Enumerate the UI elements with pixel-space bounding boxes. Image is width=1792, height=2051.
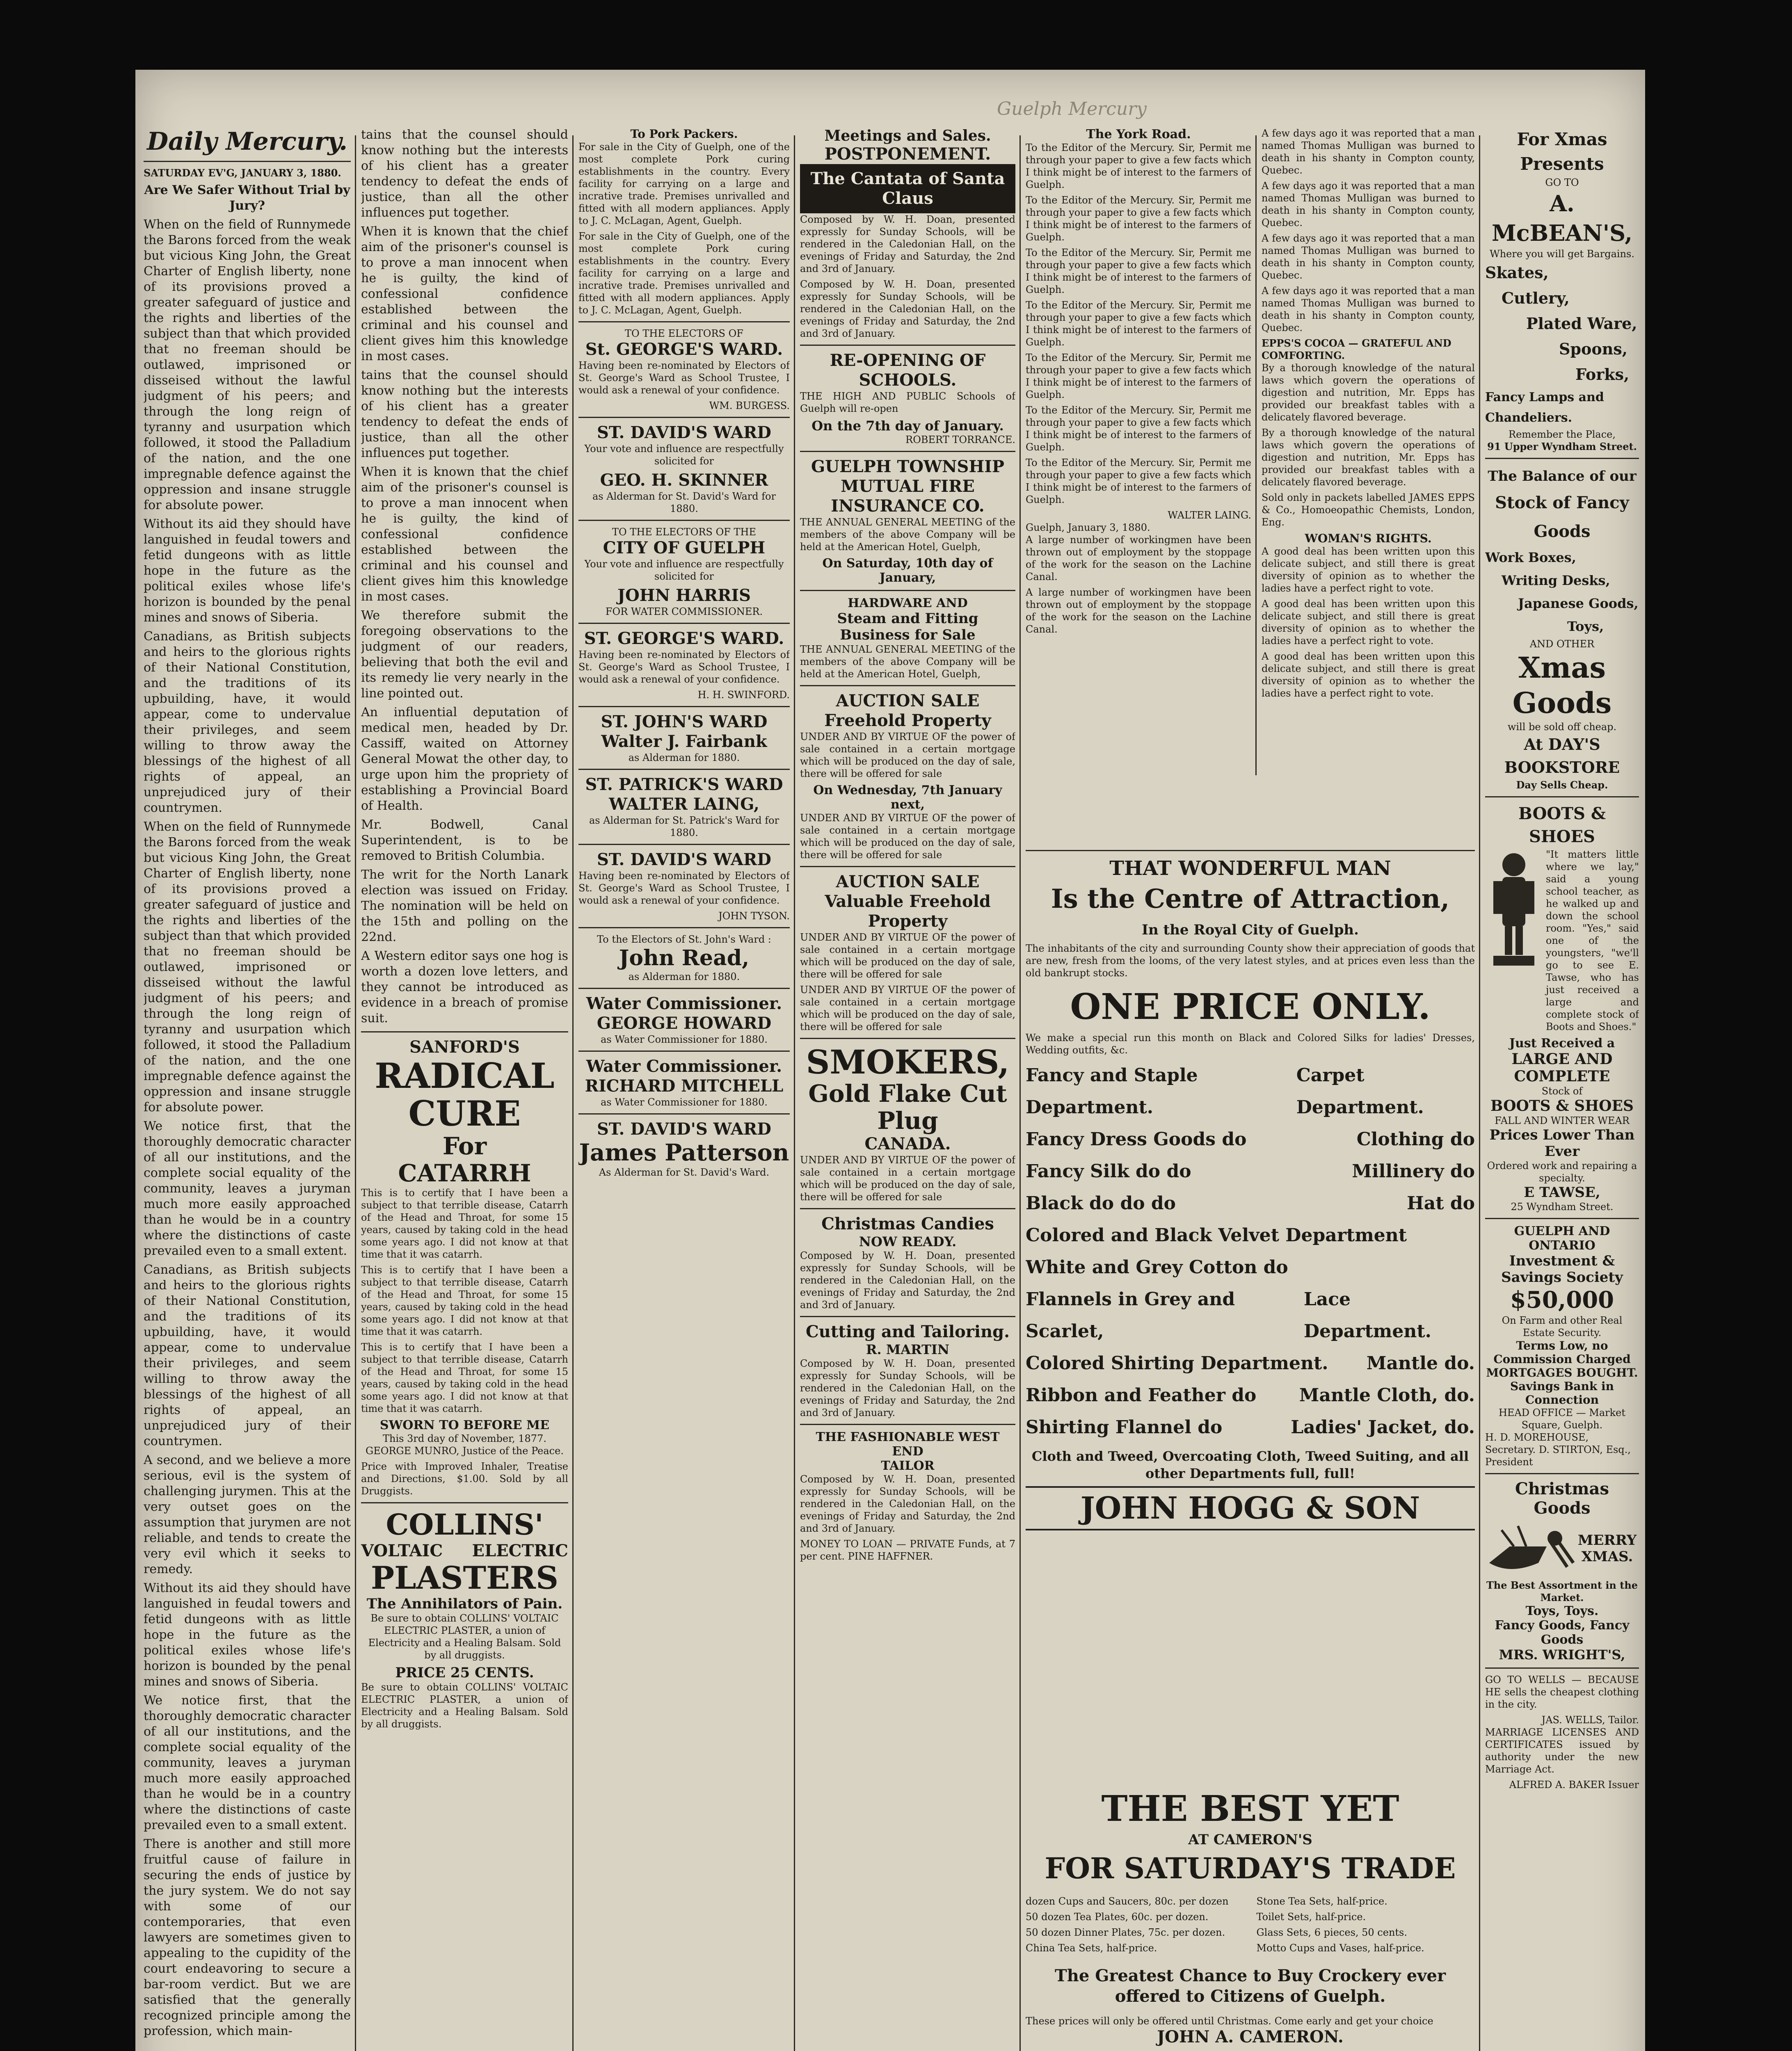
paragraph: Mr. Bodwell, Canal Superintendent, is to be removed to British Columbia. [361, 818, 568, 863]
ad-large: LARGE AND COMPLETE [1511, 1051, 1613, 1085]
candidate-name: JOHN HARRIS [617, 586, 751, 605]
ad-price: PRICE 25 CENTS. [395, 1665, 534, 1681]
letter-text: To the Editor of the Mercury. Sir, Permit me through your paper to give a few facts which I think might be of interest to the farmers of Guelph. [1026, 352, 1251, 400]
price-item: China Tea Sets, half-price. [1026, 1942, 1157, 1954]
department-item: Shirting Flannel do [1026, 1417, 1223, 1438]
ad-cameron-sign: JOHN A. CAMERON. [1157, 2027, 1344, 2046]
ad-wells-sign: JAS. WELLS, Tailor. [1541, 1714, 1639, 1726]
price-list-right [1257, 1895, 1475, 1957]
editorial-headline: Are We Safer Without Trial by Jury? [144, 183, 350, 213]
department-item: Ribbon and Feather do [1026, 1385, 1257, 1406]
candidate-name: GEORGE HOWARD [597, 1014, 772, 1033]
ad-collins-closing: Be sure to obtain COLLINS' VOLTAIC ELECTRIC PLASTER, a union of Electricity and a Healing Balsam. Sold by all druggists. [361, 1681, 568, 1730]
ad-sanford-for: For [442, 1132, 487, 1160]
ward-text: Having been re-nominated by Electors of St. George's Ward as School Trustee, I would ask a renewal of your confidence. [578, 870, 790, 906]
ad-item: Work Boxes, [1485, 550, 1576, 565]
paragraph: When it is known that the chief aim of the prisoner's counsel is to prove a man innocent when he is guilty, the kind of confessional confidence established between the criminal and his counsel and client gives him this knowledge in most cases. [361, 465, 568, 604]
ad-xmas-goods: Xmas Goods [1512, 651, 1612, 720]
department-item: Fancy and Staple Department. [1026, 1065, 1198, 1118]
ad-best-yet: THE BEST YET [1101, 1788, 1399, 1829]
department-row [1026, 1060, 1475, 1124]
ward-heading: Water Commissioner. [586, 994, 782, 1013]
column-rule [794, 135, 795, 2051]
letter-text: To the Editor of the Mercury. Sir, Permit me through your paper to give a few facts which I think might be of interest to the farmers of Guelph. [1026, 194, 1251, 243]
notice-text: THE HIGH AND PUBLIC Schools of Guelph will re-open [800, 391, 1015, 414]
column-rule [1255, 135, 1257, 775]
ad-item: Writing Desks, [1502, 573, 1610, 588]
notice-text: UNDER AND BY VIRTUE OF the power of sale contained in a certain mortgage which will be produced on the day of sale, there will be offered for sale [800, 812, 1015, 861]
notice-text: Composed by W. H. Doan, presented expressly for Sunday Schools, will be rendered in the Caledonian Hall, on the evenings of Friday and Saturday, the 2nd and 3rd of January. [800, 1250, 1015, 1311]
ad-merry-block [1575, 1532, 1639, 1565]
ad-marriage: MARRIAGE LICENSES AND CERTIFICATES issued by authority under the new Marriage Act. [1485, 1727, 1639, 1775]
ad-collins-text: Be sure to obtain COLLINS' VOLTAIC ELECTRIC PLASTER, a union of Electricity and a Healing Balsam. Sold by all druggists. [368, 1612, 561, 1661]
ward-heading: ST. DAVID'S WARD [597, 850, 771, 869]
ad-address: 91 Upper Wyndham Street. [1487, 441, 1637, 452]
ad-gold-flake: Gold Flake Cut Plug [808, 1080, 1007, 1135]
price-item: Glass Sets, 6 pieces, 50 cents. [1256, 1927, 1407, 1938]
ad-boots-body [1485, 848, 1639, 1036]
ad-savings: Savings Bank in Connection [1510, 1380, 1614, 1407]
department-row [1026, 1188, 1475, 1220]
ad-chance: The Greatest Chance to Buy Crockery ever offered to Citizens of Guelph. [1054, 1966, 1446, 2006]
paragraph: We notice first, that the thoroughly democratic character of all our institutions, and the complete social equality of the community, leaves a juryman much more easily approached than he would be in a country where the distinctions of caste prevailed even to a small extent. [144, 1119, 351, 1258]
candidate-name: Walter J. Fairbank [601, 732, 767, 751]
notice-text: THE ANNUAL GENERAL MEETING of the members of the above Company will be held at the American Hotel, Guelph, [800, 644, 1015, 680]
ward-heading: St. GEORGE'S WARD. [585, 340, 783, 359]
ad-special: We make a special run this month on Black and Colored Silks for ladies' Dresses, Wedding outfits, &c. [1026, 1032, 1475, 1056]
ad-tawse-addr: 25 Wyndham Street. [1511, 1201, 1614, 1213]
ad-one-price: ONE PRICE ONLY. [1070, 986, 1431, 1028]
ad-item: Fancy Lamps and Chandeliers. [1485, 390, 1604, 425]
ad-sanford-headline: RADICAL CURE [375, 1055, 555, 1134]
letter-text: To the Editor of the Mercury. Sir, Permit me through your paper to give a few facts which I think might be of interest to the farmers of Guelph. [1026, 299, 1251, 348]
news-item: A large number of workingmen have been thrown out of employment by the stoppage of the work for the season on the Lachine Canal. [1026, 534, 1251, 582]
ad-electric: ELECTRIC [472, 1541, 568, 1560]
department-item: Hat do [1407, 1193, 1475, 1214]
ad-best-assortment: The Best Assortment in the Market. [1486, 1579, 1638, 1603]
letter-title: The York Road. [1086, 127, 1191, 142]
department-item: Clothing do [1356, 1129, 1475, 1150]
ad-office: HEAD OFFICE — Market Square, Guelph. [1499, 1407, 1625, 1431]
ward-heading: Water Commissioner. [586, 1057, 782, 1076]
department-item: White and Grey Cotton do [1026, 1257, 1288, 1278]
notice-heading: HARDWARE AND [848, 596, 968, 610]
ad-john-hogg [1026, 845, 1475, 1784]
price-item: 50 dozen Tea Plates, 60c. per dozen. [1026, 1911, 1209, 1923]
ad-canada: CANADA. [864, 1134, 951, 1153]
ward-heading: ST. DAVID'S WARD [597, 423, 771, 442]
price-item: Motto Cups and Vases, half-price. [1256, 1942, 1424, 1954]
ad-sanford-title: SANFORD'S [409, 1037, 520, 1057]
notice-sign: ROBERT TORRANCE. [905, 434, 1015, 445]
ad-item: Forks, [1575, 365, 1630, 384]
paragraph: There is another and still more fruitful cause of failure in securing the ends of justice by the jury system. We do not say with some of our contemporaries, that even lawyers are sometimes given to appealing to the cupidity of the court endeavoring to secure a bar-room verdict. But we are satisfied that the generally recognized principle among the profession, which main- [144, 1837, 351, 2038]
notice-text: UNDER AND BY VIRTUE OF the power of sale contained in a certain mortgage which will be produced on the day of sale, there will be offered for sale [800, 984, 1015, 1032]
notice-text: UNDER AND BY VIRTUE OF the power of sale contained in a certain mortgage which will be produced on the day of sale, there will be offered for sale [800, 932, 1015, 980]
price-item: Toilet Sets, half-price. [1256, 1911, 1366, 1923]
candidate-office: FOR WATER COMMISSIONER. [605, 606, 763, 617]
letter-text: To the Editor of the Mercury. Sir, Permit me through your paper to give a few facts which I think might be of interest to the farmers of Guelph. [1026, 457, 1251, 505]
ad-prices: Prices Lower Than Ever [1489, 1127, 1635, 1160]
ad-sanford-text: This is to certify that I have been a subject to that terrible disease, Catarrh of the Head and Throat, for some 15 years, caused by taking cold in the head some years ago. I did not know at that time that it was catarrh. [361, 1264, 568, 1337]
ward-to: TO THE ELECTORS OF THE [612, 526, 756, 538]
column-news [361, 127, 568, 2051]
ad-marriage-sign: ALFRED A. BAKER Issuer [1509, 1779, 1639, 1791]
ad-item: Skates, [1485, 263, 1549, 282]
ad-plasters: PLASTERS [371, 1560, 558, 1596]
notice-text: Composed by W. H. Doan, presented expressly for Sunday Schools, will be rendered in the Caledonian Hall, on the evenings of Friday and Saturday, the 2nd and 3rd of January. [800, 1358, 1015, 1418]
ad-guelph-ontario: GUELPH AND ONTARIO [1514, 1224, 1610, 1253]
notice-text: UNDER AND BY VIRTUE OF the power of sale contained in a certain mortgage which will be produced on the day of sale, there will be offered for sale [800, 1154, 1015, 1203]
ad-firm-name: JOHN HOGG & SON [1026, 1486, 1475, 1530]
paragraph: Canadians, as British subjects and heirs to the glorious rights of their National Constitution, and the traditions of its upbuilding, have, it would appear, come to undervalue their privileges, and seem willing to throw away the blessings of the highest of all rights of appeal, an unprejudiced jury of their countrymen. [144, 629, 351, 815]
pork-text: For sale in the City of Guelph, one of the most complete Pork curing establishments in the country. Every facility for carrying on a large and incrative trade. Premises unrivalled and fitted with all modern appliances. Apply to J. C. McLagan, Agent, Guelph. [578, 231, 790, 316]
ad-fashion: THE FASHIONABLE WEST END [816, 1430, 1000, 1459]
department-item: Flannels in Grey and Scarlet, [1026, 1289, 1235, 1342]
column-ads [1485, 127, 1639, 2051]
notice-heading: AUCTION SALE [836, 872, 980, 891]
department-row [1026, 1380, 1475, 1411]
ad-christmas-goods: Christmas Goods [1515, 1479, 1609, 1518]
ad-item: Plated Ware, [1526, 314, 1637, 333]
price-item: Stone Tea Sets, half-price. [1256, 1896, 1387, 1907]
ward-heading: CITY OF GUELPH [603, 538, 766, 557]
dateline: SATURDAY EV'G, JANUARY 3, 1880. [144, 167, 341, 179]
department-row [1026, 1411, 1475, 1443]
news-item: A large number of workingmen have been thrown out of employment by the stoppage of the work for the season on the Lachine Canal. [1026, 587, 1251, 635]
ad-day-sub: Day Sells Cheap. [1516, 779, 1608, 791]
pork-text: For sale in the City of Guelph, one of the most complete Pork curing establishments in the country. Every facility for carrying on a large and incrative trade. Premises unrivalled and fitted with all modern appliances. Apply to J. C. McLagan, Agent, Guelph. [578, 141, 790, 226]
ad-remember: Remember the Place, [1509, 429, 1616, 440]
ad-fancy-goods: Stock of Fancy Goods [1495, 493, 1629, 541]
notice-date: On Wednesday, 7th January next, [813, 783, 1002, 812]
candidate-office: As Alderman for St. David's Ward. [599, 1167, 770, 1178]
column-rule [572, 135, 574, 2051]
department-item: Black do do do [1026, 1193, 1176, 1214]
ad-investment: Investment & Savings Society [1501, 1253, 1623, 1286]
ad-intro: The inhabitants of the city and surrounding County show their appreciation of goods that are new, fresh from the looms, of the very latest styles, and at prices even less than the old bankrupt stocks. [1026, 943, 1475, 979]
notice-date: On the 7th day of January. [811, 418, 1004, 434]
candidate-name: RICHARD MITCHELL [585, 1076, 784, 1096]
paragraph: When it is known that the chief aim of the prisoner's counsel is to prove a man innocent when he is guilty, the kind of confessional confidence established between the criminal and his counsel and client gives him this knowledge in most cases. [361, 224, 568, 363]
ad-just: Just Received a [1509, 1036, 1615, 1051]
ad-tailor: TAILOR [881, 1459, 935, 1473]
ad-mcbean: A. McBEAN'S, [1491, 190, 1633, 246]
column-rule [1019, 135, 1021, 2051]
ad-ordered: Ordered work and repairing a specialty. [1487, 1160, 1637, 1184]
department-item: Lace Department. [1303, 1289, 1431, 1342]
ad-xmas-presents: For Xmas Presents [1517, 129, 1607, 174]
ad-candies-sub: NOW READY. [859, 1234, 957, 1249]
news-item: A few days ago it was reported that a man named Thomas Mulligan was burned to death in his shanty in Compton county, Quebec. [1262, 128, 1475, 176]
ward-sign: H. H. SWINFORD. [697, 689, 790, 701]
ad-merry: MERRY [1577, 1532, 1637, 1549]
paragraph: Canadians, as British subjects and heirs to the glorious rights of their National Constitution, and the traditions of its upbuilding, have, it would appear, come to undervalue their privileges, and seem willing to throw away the blessings of the highest of all rights of appeal, an unprejudiced jury of their countrymen. [144, 1263, 351, 1448]
ad-prices-note: These prices will only be offered until Christmas. Come early and get your choice [1026, 2015, 1433, 2027]
notice-heading: Valuable Freehold Property [825, 892, 991, 931]
candidate-office: as Alderman for St. Patrick's Ward for 1880. [589, 815, 779, 838]
ad-sanford-disease: CATARRH [398, 1159, 531, 1187]
candidate-office: as Alderman for 1880. [628, 752, 740, 763]
ad-terms: Terms Low, no Commission Charged [1493, 1339, 1631, 1366]
candidate-name: WALTER LAING, [609, 795, 759, 814]
ward-text: Having been re-nominated by Electors of St. George's Ward as School Trustee, I would ask a renewal of your confidence. [578, 649, 790, 685]
column-misc [1262, 127, 1475, 833]
ad-item: Japanese Goods, [1518, 596, 1639, 611]
ad-xmas: XMAS. [1581, 1549, 1633, 1565]
ad-cutting: Cutting and Tailoring. [805, 1322, 1010, 1341]
ad-toys: Toys, Toys. [1525, 1604, 1599, 1618]
ward-sign: WM. BURGESS. [709, 400, 790, 411]
paragraph: tains that the counsel should know nothing but the interests of his client has a greater tendency to defeat the ends of justice, than all the other influences put together. [361, 368, 568, 460]
department-row [1026, 1252, 1475, 1284]
letter-text: To the Editor of the Mercury. Sir, Permit me through your paper to give a few facts which I think might be of interest to the farmers of Guelph. [1026, 247, 1251, 295]
ward-text: Having been re-nominated by Electors of St. George's Ward as School Trustee, I would ask a renewal of your confidence. [578, 360, 790, 396]
column-rule [355, 135, 356, 2051]
paragraph: A second, and we believe a more serious, evil is the system of challenging jurymen. This at the very outset goes on the assumption that jurymen are not reliable, and tends to create the very evil which it seeks to remedy. [144, 1453, 351, 1576]
ward-text: Your vote and influence are respectfully solicited for [584, 443, 784, 467]
ad-smokers: SMOKERS, [806, 1043, 1010, 1081]
paragraph: A Western editor says one hog is worth a dozen love letters, and they cannot be introduced as evidence in a breach of promise suit. [361, 949, 568, 1026]
department-item: Fancy Dress Goods do [1026, 1129, 1247, 1150]
letter-text: To the Editor of the Mercury. Sir, Permit me through your paper to give a few facts which I think might be of interest to the farmers of Guelph. [1026, 404, 1251, 453]
letter-date: Guelph, January 3, 1880. [1026, 522, 1150, 533]
department-list [1026, 1060, 1475, 1443]
paragraph: When on the field of Runnymede the Barons forced from the weak but vicious King John, the Great Charter of English liberty, none of its provisions proved a greater safeguard of justice and the rights and liberties of the subject than that which provided that no freeman should be outlawed, imprisoned or disseised without the lawful judgment of his peers; and through the long reign of tyranny and usurpation which followed, it stood the Palladium of the nation, and the one impregnable defence against the oppression and insane struggle for absolute power. [144, 217, 351, 512]
ad-fancy: Fancy Goods, Fancy Goods [1495, 1618, 1630, 1647]
ad-candies: Christmas Candies [821, 1214, 994, 1233]
notice-date: On Saturday, 10th day of January, [822, 556, 993, 585]
ad-martin: R. MARTIN [866, 1342, 950, 1357]
department-item: Carpet Department. [1296, 1065, 1424, 1118]
ward-text: Your vote and influence are respectfully solicited for [584, 558, 784, 582]
ward-to: To the Electors of St. John's Ward : [597, 934, 771, 945]
ad-annihilators: The Annihilators of Pain. [366, 1596, 563, 1612]
letter-sign: WALTER LAING. [1168, 509, 1251, 521]
ad-stock-of: Stock of [1541, 1085, 1583, 1097]
ad-cameron [1026, 1788, 1475, 2051]
paragraph: tains that the counsel should know nothing but the interests of his client has a greater tendency to defeat the ends of justice, than all the other influences put together. [361, 128, 568, 220]
department-item: Mantle do. [1366, 1353, 1475, 1374]
ad-fall: FALL AND WINTER WEAR [1495, 1115, 1630, 1126]
ad-at-cameron: AT CAMERON'S [1188, 1832, 1312, 1848]
department-item: Colored and Black Velvet Department [1026, 1225, 1407, 1246]
ward-heading: ST. JOHN'S WARD [601, 712, 768, 731]
notice-heading: POSTPONEMENT. [824, 144, 991, 164]
ad-officers: H. D. MOREHOUSE, Secretary. D. STIRTON, Esq., President [1485, 1432, 1631, 1468]
news-item: A few days ago it was reported that a man named Thomas Mulligan was burned to death in his shanty in Compton county, Quebec. [1262, 180, 1475, 228]
notice-heading: RE-OPENING OF SCHOOLS. [830, 351, 986, 390]
notice-heading: MUTUAL FIRE INSURANCE CO. [831, 477, 985, 516]
ad-price-line: Price with Improved Inhaler, Treatise and Directions, $1.00. Sold by all Druggists. [361, 1461, 568, 1497]
ward-sign: JOHN TYSON. [718, 910, 790, 922]
shoe-illustration-icon [1485, 848, 1543, 971]
ad-farm: On Farm and other Real Estate Security. [1502, 1315, 1623, 1338]
candidate-office: as Water Commissioner for 1880. [601, 1096, 768, 1108]
cocoa-text: By a thorough knowledge of the natural laws which govern the operations of digestion and nutrition, Mr. Epps has provided our breakfast tables with a delicately flavored beverage. [1262, 362, 1475, 423]
notice-heading: Steam and Fitting Business for Sale [837, 610, 978, 643]
column-letters [1026, 127, 1251, 833]
ad-day-bookstore: At DAY'S BOOKSTORE [1504, 735, 1620, 777]
rights-text: A good deal has been written upon this delicate subject, and still there is great diversity of opinion as to whether the ladies have a perfect right to vote. [1262, 598, 1475, 646]
ad-and-other: AND OTHER [1529, 638, 1595, 650]
notice-text: Composed by W. H. Doan, presented expressly for Sunday Schools, will be rendered in the Caledonian Hall, on the evenings of Friday and Saturday, the 2nd and 3rd of January. [800, 279, 1015, 339]
ad-sworn: SWORN TO BEFORE ME [379, 1418, 550, 1432]
ad-bargains: Where you will get Bargains. [1490, 248, 1634, 260]
department-item: Mantle Cloth, do. [1299, 1385, 1475, 1406]
notice-heading: The Cantata of Santa Claus [800, 164, 1015, 213]
ad-boots: BOOTS & SHOES [1518, 804, 1606, 846]
department-row [1026, 1124, 1475, 1156]
ad-balance: The Balance of our [1488, 468, 1637, 484]
department-item: Millinery do [1352, 1161, 1475, 1182]
column-rule [1479, 135, 1480, 2051]
ad-money: MONEY TO LOAN — PRIVATE Funds, at 7 per cent. PINE HAFFNER. [800, 1538, 1015, 1562]
ad-boots-quote: "It matters little where we lay," said a young school teacher, as he walked up and down the school room. "Yes," said one of the youngsters, "we'll go to see E. Tawse, who has just received a large and complete stock of Boots and Shoes." [1546, 849, 1639, 1032]
price-list-left [1026, 1895, 1244, 1957]
ad-price-list [1026, 1895, 1475, 1957]
price-item: dozen Cups and Saucers, 80c. per dozen [1026, 1896, 1229, 1907]
column-elections [578, 127, 790, 2051]
ward-heading: ST. GEORGE'S WARD. [584, 629, 784, 648]
ad-item: Toys, [1567, 619, 1604, 634]
paragraph: An influential deputation of medical men, headed by Dr. Cassiff, waited on Attorney General Mowat the other day, to urge upon him the propriety of establishing a Provincial Board of Health. [361, 705, 568, 813]
ward-to: TO THE ELECTORS OF [625, 328, 743, 339]
price-item: 50 dozen Dinner Plates, 75c. per dozen. [1026, 1927, 1225, 1938]
ad-wonderful: THAT WONDERFUL MAN [1109, 857, 1391, 880]
ad-wright: MRS. WRIGHT'S, [1499, 1647, 1625, 1663]
column-editorial [144, 127, 351, 2051]
rights-text: A good deal has been written upon this delicate subject, and still there is great diversity of opinion as to whether the ladies have a perfect right to vote. [1262, 651, 1475, 699]
notice-text: Composed by W. H. Doan, presented expressly for Sunday Schools, will be rendered in the Caledonian Hall, on the evenings of Friday and Saturday, the 2nd and 3rd of January. [800, 1473, 1015, 1534]
ad-sanford-text: This is to certify that I have been a subject to that terrible disease, Catarrh of the Head and Throat, for some 15 years, caused by taking cold in the head some years ago. I did not know at that time that it was catarrh. [361, 1341, 568, 1414]
paragraph: When on the field of Runnymede the Barons forced from the weak but vicious King John, the Great Charter of English liberty, none of its provisions proved a greater safeguard of justice and the rights and liberties of the subject than that which provided that no freeman should be outlawed, imprisoned or disseised without the lawful judgment of his peers; and through the long reign of tyranny and usurpation which followed, it stood the Palladium of the nation, and the one impregnable defence against the oppression and insane struggle for absolute power. [144, 820, 351, 1115]
candidate-office: as Water Commissioner for 1880. [601, 1034, 768, 1045]
ad-mortgages: MORTGAGES BOUGHT. [1486, 1366, 1638, 1380]
notice-text: THE ANNUAL GENERAL MEETING of the members of the above Company will be held at the American Hotel, Guelph, [800, 516, 1015, 553]
rights-title: WOMAN'S RIGHTS. [1305, 532, 1432, 545]
candidate-name: GEO. H. SKINNER [600, 470, 768, 490]
ad-sanford-text: This is to certify that I have been a subject to that terrible disease, Catarrh of the Head and Throat, for some 15 years, caused by taking cold in the head some years ago. I did not know at that time that it was catarrh. [361, 1187, 568, 1260]
ad-sworn-text: This 3rd day of November, 1877. GEORGE MUNRO, Justice of the Peace. [366, 1433, 564, 1457]
pork-title: To Pork Packers. [630, 127, 738, 141]
ad-saturday-trade: FOR SATURDAY'S TRADE [1045, 1851, 1456, 1885]
department-row [1026, 1156, 1475, 1188]
paragraph: Without its aid they should have languished in feudal towers and fetid dungeons with as little hope in the future as the political exiles whose life's horizon is bounded by the penal mines and snows of Siberia. [144, 1581, 351, 1689]
candidate-name: James Patterson [579, 1139, 789, 1166]
letter-text: To the Editor of the Mercury. Sir, Permit me through your paper to give a few facts which I think might be of interest to the farmers of Guelph. [1026, 142, 1251, 190]
ad-item: Cutlery, [1502, 289, 1570, 307]
paragraph: Without its aid they should have languished in feudal towers and fetid dungeons with as little hope in the future as the political exiles whose life's horizon is bounded by the penal mines and snows of Siberia. [144, 517, 351, 625]
paragraph: The writ for the North Lanark election was issued on Friday. The nomination will be held on the 15th and polling on the 22nd. [361, 868, 568, 944]
department-row [1026, 1348, 1475, 1380]
department-row [1026, 1220, 1475, 1252]
cocoa-title: EPPS'S COCOA — GRATEFUL AND COMFORTING. [1262, 337, 1451, 361]
ad-tawse: E TAWSE, [1524, 1184, 1600, 1201]
department-item: Fancy Silk do do [1026, 1161, 1191, 1182]
column-meetings [800, 127, 1015, 2051]
paragraph: We notice first, that the thoroughly democratic character of all our institutions, and the complete social equality of the community, leaves a juryman much more easily approached than he would be in a country where the distinctions of caste prevailed even to a small extent. [144, 1693, 351, 1832]
ad-boots2: BOOTS & SHOES [1490, 1097, 1634, 1115]
department-item: Ladies' Jacket, do. [1291, 1417, 1475, 1438]
ad-cloth: Cloth and Tweed, Overcoating Cloth, Tweed Suiting, and all other Departments full, full! [1031, 1448, 1469, 1481]
ad-wells: GO TO WELLS — BECAUSE HE sells the cheapest clothing in the city. [1485, 1674, 1639, 1710]
masthead-title: Daily Mercury. [146, 127, 348, 156]
ad-voltaic-row [361, 1541, 568, 1560]
ad-royal-city: In the Royal City of Guelph. [1142, 922, 1359, 938]
department-row [1026, 1284, 1475, 1348]
notice-text: Composed by W. H. Doan, presented expressly for Sunday Schools, will be rendered in the Caledonian Hall, on the evenings of Friday and Saturday, the 2nd and 3rd of January. [800, 214, 1015, 274]
candidate-office: as Alderman for 1880. [628, 971, 740, 982]
news-item: A few days ago it was reported that a man named Thomas Mulligan was burned to death in his shanty in Compton county, Quebec. [1262, 233, 1475, 281]
ad-sleigh [1485, 1518, 1639, 1579]
notice-heading: GUELPH TOWNSHIP [811, 457, 1004, 476]
ad-go-to: GO TO [1545, 177, 1579, 188]
ad-voltaic: VOLTAIC [361, 1541, 443, 1560]
running-head: Guelph Mercury [997, 98, 1147, 119]
candidate-office: as Alderman for St. David's Ward for 1880. [592, 491, 776, 514]
news-item: A few days ago it was reported that a man named Thomas Mulligan was burned to death in his shanty in Compton county, Quebec. [1262, 285, 1475, 333]
notice-heading: Freehold Property [824, 711, 991, 730]
section-title: Meetings and Sales. [824, 127, 991, 144]
ward-heading: ST. PATRICK'S WARD [585, 775, 783, 794]
ad-collins: COLLINS' [386, 1507, 544, 1542]
sleigh-illustration-icon [1485, 1518, 1575, 1579]
candidate-name: John Read, [619, 946, 750, 971]
cocoa-sign: Sold only in packets labelled JAMES EPPS & Co., Homoeopathic Chemists, London, Eng. [1262, 492, 1475, 528]
department-item: Colored Shirting Department. [1026, 1353, 1328, 1374]
ad-centre: Is the Centre of Attraction, [1051, 884, 1450, 914]
notice-text: UNDER AND BY VIRTUE OF the power of sale contained in a certain mortgage which will be produced on the day of sale, there will be offered for sale [800, 731, 1015, 779]
cocoa-text: By a thorough knowledge of the natural laws which govern the operations of digestion and nutrition, Mr. Epps has provided our breakfast tables with a delicately flavored beverage. [1262, 427, 1475, 488]
ad-amount: $50,000 [1510, 1286, 1614, 1313]
ward-heading: ST. DAVID'S WARD [597, 1119, 771, 1139]
notice-heading: AUCTION SALE [836, 691, 980, 710]
newspaper-page [135, 70, 1645, 2051]
paragraph: We therefore submit the foregoing observations to the judgment of our readers, believing that both the evil and its remedy lie very nearly in the line pointed out. [361, 608, 568, 701]
rights-text: A good deal has been written upon this delicate subject, and still there is great diversity of opinion as to whether the ladies have a perfect right to vote. [1262, 546, 1475, 594]
ad-item: Spoons, [1559, 340, 1627, 358]
ad-sold-off: will be sold off cheap. [1507, 721, 1617, 733]
